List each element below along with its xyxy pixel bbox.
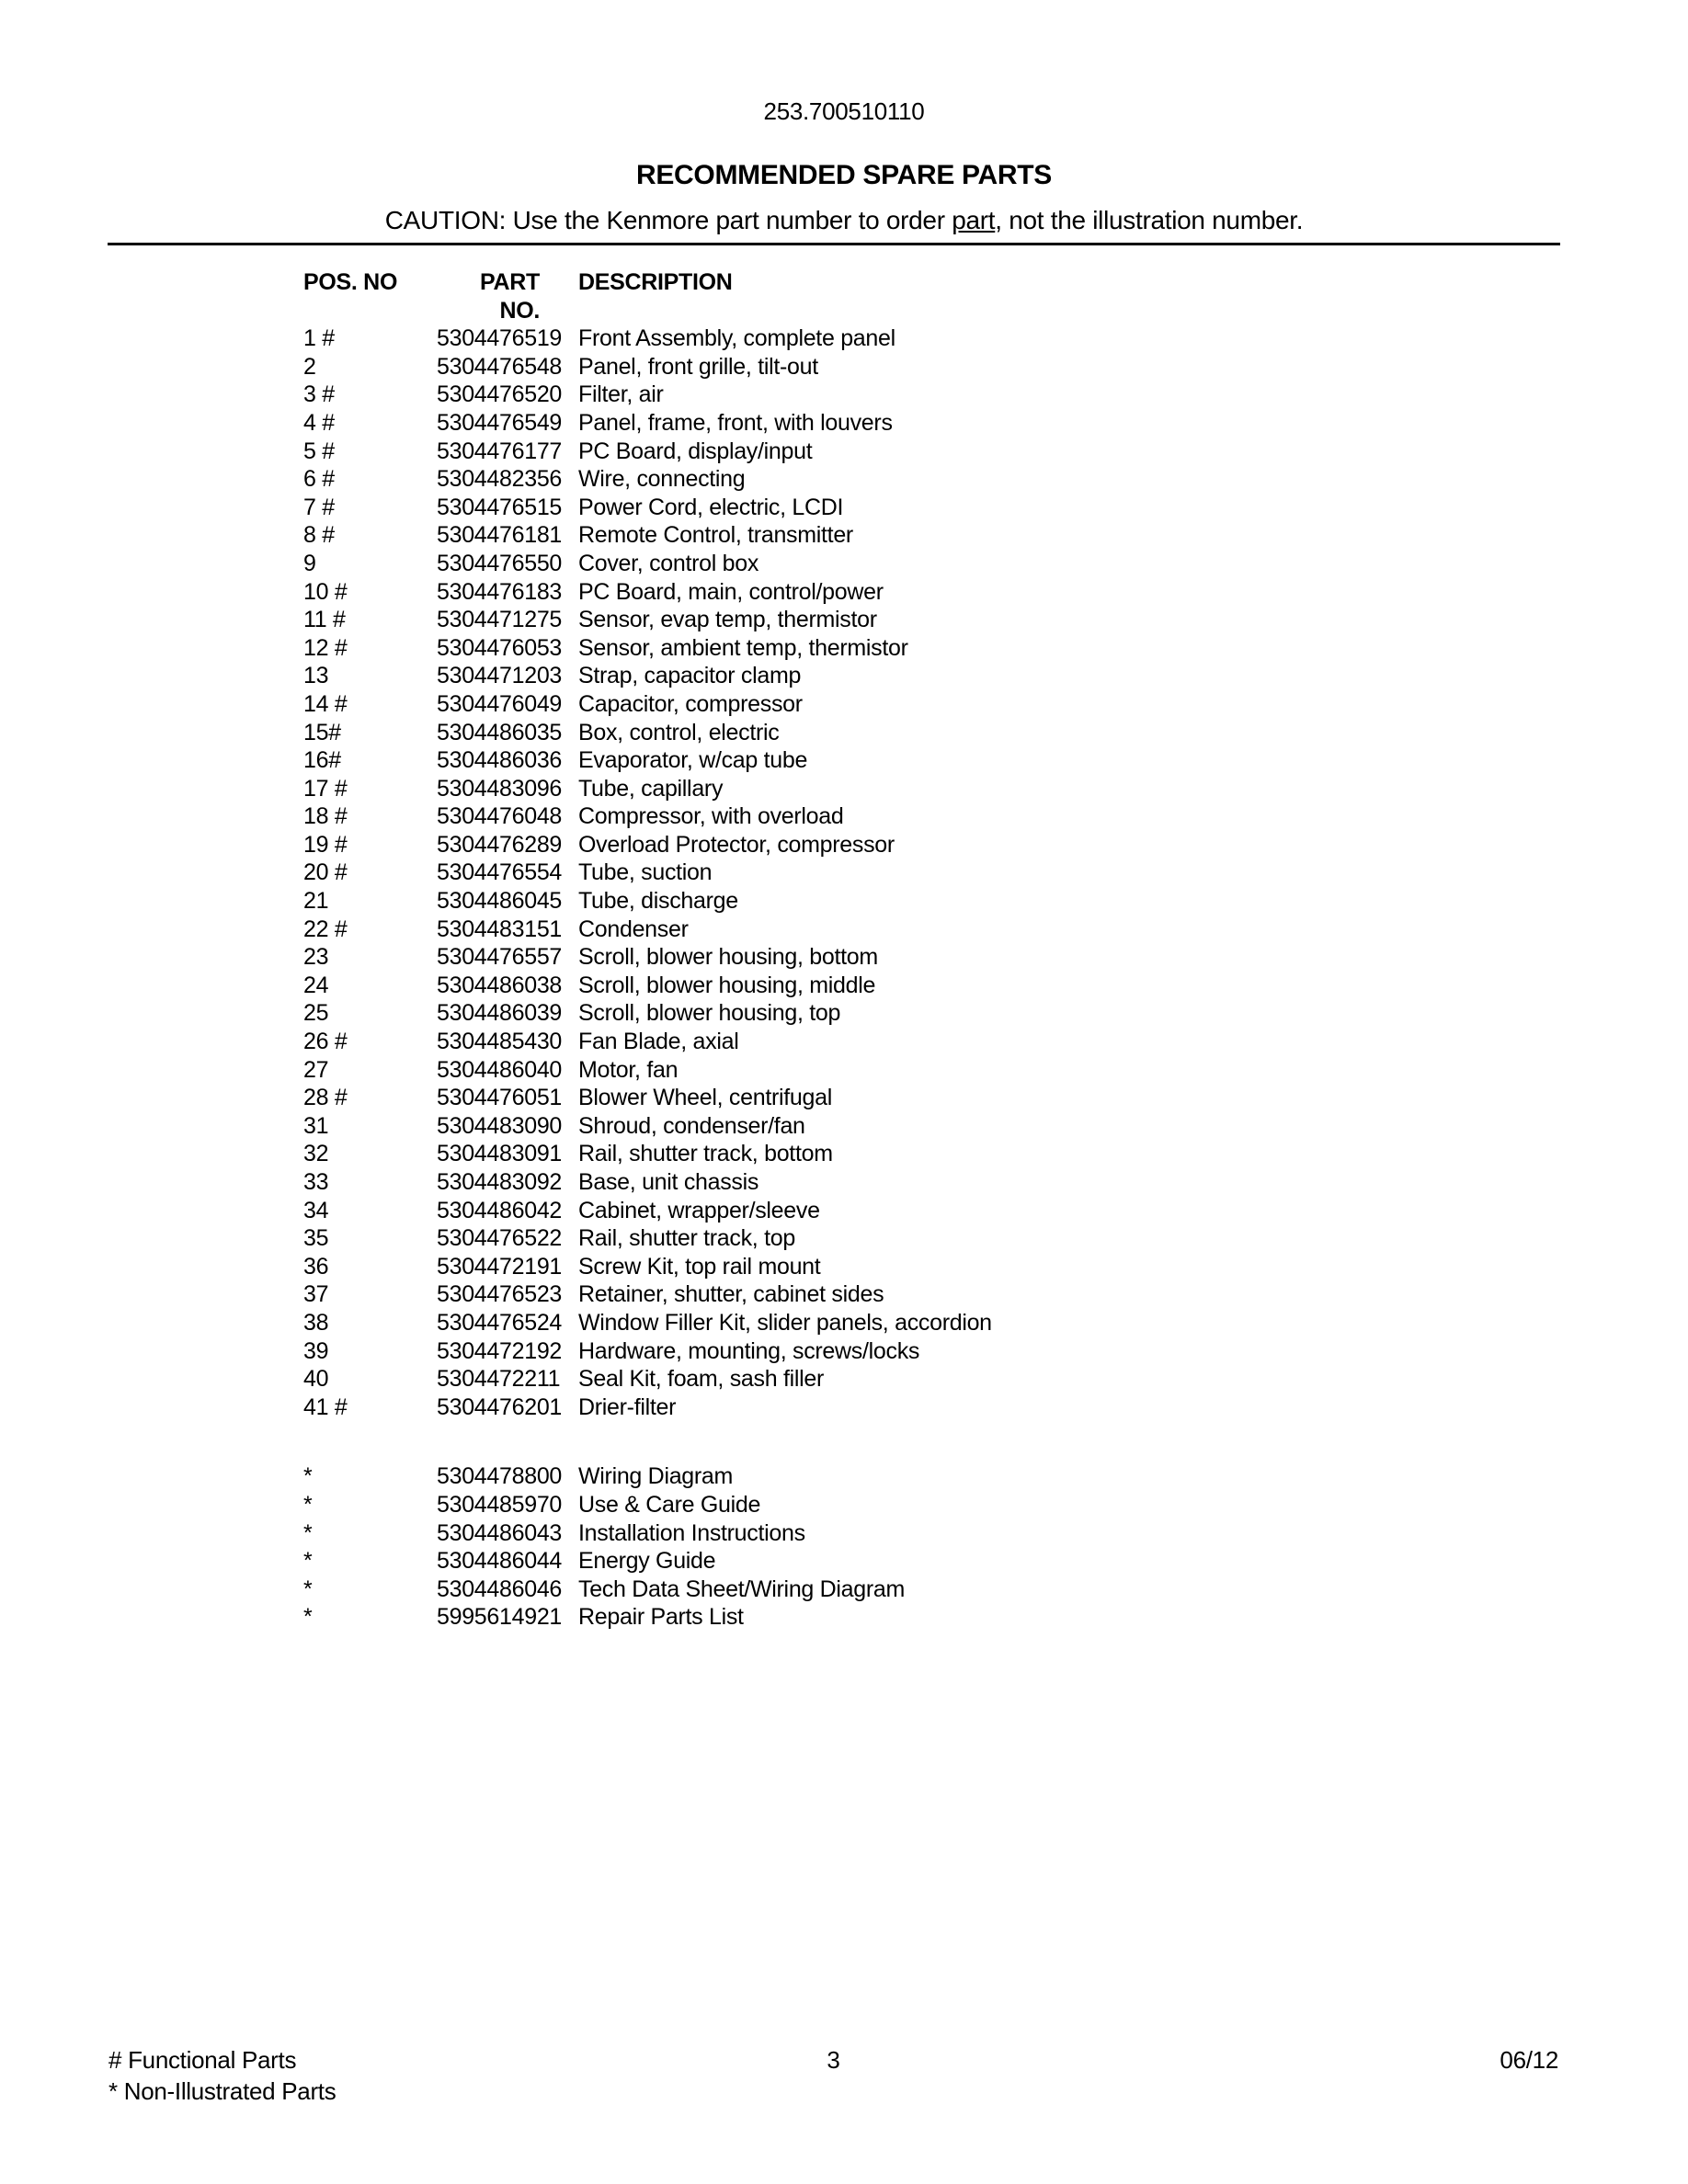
part-no-cell: 5304476201 xyxy=(437,1393,563,1420)
part-no-cell: 5304485970 xyxy=(437,1491,563,1518)
pos-no-cell: * xyxy=(303,1463,313,1490)
table-row xyxy=(303,634,992,663)
description-cell: Compressor, with overload xyxy=(578,803,844,830)
part-no-cell: 5304476523 xyxy=(437,1281,563,1308)
description-cell: Scroll, blower housing, bottom xyxy=(578,944,878,971)
pos-no-cell: 37 xyxy=(303,1281,329,1308)
table-row xyxy=(303,1084,992,1112)
part-no-cell: 5304476289 xyxy=(437,831,563,858)
table-row xyxy=(303,1393,992,1422)
table-header-row xyxy=(303,268,992,324)
part-no-cell: 5304483091 xyxy=(437,1141,563,1167)
table-row xyxy=(303,353,992,381)
pos-no-cell: * xyxy=(303,1604,313,1631)
table-row xyxy=(303,1575,992,1604)
table-row xyxy=(303,831,992,859)
description-cell: PC Board, display/input xyxy=(578,438,813,464)
revision-date: 06/12 xyxy=(1500,2046,1558,2074)
description-cell: PC Board, main, control/power xyxy=(578,578,884,605)
part-no-cell: 5304486038 xyxy=(437,972,563,998)
part-no-cell: 5304478800 xyxy=(437,1463,563,1490)
pos-no-cell: 16# xyxy=(303,747,341,774)
pos-no-cell: 38 xyxy=(303,1309,329,1336)
page-number: 3 xyxy=(827,2046,840,2074)
functional-parts-note: # Functional Parts xyxy=(108,2046,297,2074)
part-no-cell: 5304476557 xyxy=(437,944,563,971)
table-row xyxy=(303,859,992,887)
caution-note xyxy=(0,206,1688,235)
description-cell: Overload Protector, compressor xyxy=(578,831,895,858)
pos-no-cell: * xyxy=(303,1575,313,1602)
table-row xyxy=(303,1337,992,1366)
table-row xyxy=(303,662,992,690)
table-row xyxy=(303,1603,992,1632)
description-cell: Motor, fan xyxy=(578,1056,679,1083)
pos-no-cell: 25 xyxy=(303,1000,329,1027)
table-row xyxy=(303,1224,992,1253)
table-row xyxy=(303,465,992,494)
part-no-cell: 5304485430 xyxy=(437,1029,563,1055)
description-cell: Tube, capillary xyxy=(578,775,724,802)
pos-no-cell: 34 xyxy=(303,1197,329,1223)
description-cell: Hardware, mounting, screws/locks xyxy=(578,1337,920,1364)
table-row xyxy=(303,719,992,747)
table-row xyxy=(303,494,992,522)
column-header-part-no: PART NO. xyxy=(480,269,546,324)
table-section-gap xyxy=(303,1421,992,1462)
part-no-cell: 5304476051 xyxy=(437,1085,563,1111)
table-row xyxy=(303,916,992,944)
column-header-description: DESCRIPTION xyxy=(578,269,733,295)
table-row xyxy=(303,775,992,803)
part-no-cell: 5304476049 xyxy=(437,690,563,717)
part-no-cell: 5304476524 xyxy=(437,1309,563,1336)
table-row xyxy=(303,746,992,775)
pos-no-cell: 36 xyxy=(303,1253,329,1280)
pos-no-cell: 33 xyxy=(303,1169,329,1195)
description-cell: Repair Parts List xyxy=(578,1604,744,1631)
part-no-cell: 5304486035 xyxy=(437,719,563,745)
description-cell: Strap, capacitor clamp xyxy=(578,663,802,689)
pos-no-cell: 5 # xyxy=(303,438,335,464)
pos-no-cell: 31 xyxy=(303,1112,329,1139)
description-cell: Condenser xyxy=(578,916,689,942)
caution-text-prefix: CAUTION: Use the Kenmore part number to order xyxy=(384,206,952,234)
pos-no-cell: 4 # xyxy=(303,409,335,436)
pos-no-cell: 40 xyxy=(303,1366,329,1393)
description-cell: Cabinet, wrapper/sleeve xyxy=(578,1197,820,1223)
pos-no-cell: 28 # xyxy=(303,1085,348,1111)
table-row xyxy=(303,1519,992,1548)
pos-no-cell: 23 xyxy=(303,944,329,971)
pos-no-cell: 1 # xyxy=(303,325,335,352)
table-row xyxy=(303,802,992,831)
description-cell: Capacitor, compressor xyxy=(578,690,803,717)
description-cell: Energy Guide xyxy=(578,1548,716,1575)
pos-no-cell: 27 xyxy=(303,1056,329,1083)
part-no-cell: 5304476519 xyxy=(437,325,563,352)
part-no-cell: 5304483151 xyxy=(437,916,563,942)
part-no-cell: 5304476520 xyxy=(437,381,563,408)
pos-no-cell: 22 # xyxy=(303,916,348,942)
part-no-cell: 5304476515 xyxy=(437,494,563,520)
part-no-cell: 5304476549 xyxy=(437,409,563,436)
table-row xyxy=(303,1056,992,1085)
pos-no-cell: 24 xyxy=(303,972,329,998)
pos-no-cell: 3 # xyxy=(303,381,335,408)
part-no-cell: 5304486043 xyxy=(437,1519,563,1546)
part-no-cell: 5304476183 xyxy=(437,578,563,605)
part-no-cell: 5304483090 xyxy=(437,1112,563,1139)
part-no-cell: 5304476554 xyxy=(437,859,563,886)
table-row xyxy=(303,1365,992,1393)
pos-no-cell: 39 xyxy=(303,1337,329,1364)
pos-no-cell: 14 # xyxy=(303,690,348,717)
pos-no-cell: 2 xyxy=(303,353,316,380)
table-row xyxy=(303,999,992,1028)
description-cell: Filter, air xyxy=(578,381,664,408)
description-cell: Drier-filter xyxy=(578,1393,677,1420)
description-cell: Installation Instructions xyxy=(578,1519,805,1546)
table-row xyxy=(303,606,992,634)
table-row xyxy=(303,1547,992,1575)
description-cell: Panel, frame, front, with louvers xyxy=(578,409,893,436)
part-no-cell: 5304476548 xyxy=(437,353,563,380)
part-no-cell: 5304472191 xyxy=(437,1253,563,1280)
pos-no-cell: 15# xyxy=(303,719,341,745)
table-row xyxy=(303,1168,992,1197)
part-no-cell: 5304471203 xyxy=(437,663,563,689)
part-no-cell: 5304486046 xyxy=(437,1575,563,1602)
description-cell: Front Assembly, complete panel xyxy=(578,325,895,352)
pos-no-cell: 19 # xyxy=(303,831,348,858)
part-no-cell: 5304476550 xyxy=(437,550,563,576)
description-cell: Scroll, blower housing, middle xyxy=(578,972,876,998)
description-cell: Seal Kit, foam, sash filler xyxy=(578,1366,825,1393)
pos-no-cell: 13 xyxy=(303,663,329,689)
table-row xyxy=(303,1112,992,1141)
table-row xyxy=(303,324,992,353)
table-row xyxy=(303,887,992,916)
description-cell: Scroll, blower housing, top xyxy=(578,1000,841,1027)
description-cell: Cover, control box xyxy=(578,550,759,576)
description-cell: Screw Kit, top rail mount xyxy=(578,1253,821,1280)
horizontal-divider xyxy=(108,243,1560,245)
table-row xyxy=(303,438,992,466)
table-row xyxy=(303,1140,992,1168)
table-row xyxy=(303,1253,992,1281)
part-no-cell: 5995614921 xyxy=(437,1604,563,1631)
table-row xyxy=(303,381,992,409)
description-cell: Fan Blade, axial xyxy=(578,1029,739,1055)
pos-no-cell: 11 # xyxy=(303,607,346,633)
part-no-cell: 5304472211 xyxy=(437,1366,561,1393)
pos-no-cell: 26 # xyxy=(303,1029,348,1055)
description-cell: Rail, shutter track, bottom xyxy=(578,1141,833,1167)
table-row xyxy=(303,1309,992,1337)
column-header-pos-no: POS. NO xyxy=(303,269,398,295)
table-row xyxy=(303,1491,992,1519)
description-cell: Box, control, electric xyxy=(578,719,780,745)
part-no-cell: 5304486044 xyxy=(437,1548,563,1575)
pos-no-cell: * xyxy=(303,1548,313,1575)
description-cell: Sensor, ambient temp, thermistor xyxy=(578,634,908,661)
pos-no-cell: * xyxy=(303,1491,313,1518)
description-cell: Tech Data Sheet/Wiring Diagram xyxy=(578,1575,906,1602)
caution-text-suffix: , not the illustration number. xyxy=(995,206,1304,234)
table-row xyxy=(303,1280,992,1309)
non-illustrated-parts-note: * Non-Illustrated Parts xyxy=(108,2077,336,2105)
description-cell: Tube, suction xyxy=(578,859,713,886)
part-no-cell: 5304476177 xyxy=(437,438,563,464)
part-no-cell: 5304486045 xyxy=(437,888,563,915)
parts-table xyxy=(303,268,992,1632)
pos-no-cell: 41 # xyxy=(303,1393,348,1420)
part-no-cell: 5304486036 xyxy=(437,747,563,774)
table-row xyxy=(303,1462,992,1491)
pos-no-cell: 8 # xyxy=(303,522,335,549)
table-row xyxy=(303,1028,992,1056)
description-cell: Base, unit chassis xyxy=(578,1169,759,1195)
description-cell: Evaporator, w/cap tube xyxy=(578,747,808,774)
description-cell: Panel, front grille, tilt-out xyxy=(578,353,818,380)
part-no-cell: 5304472192 xyxy=(437,1337,563,1364)
part-no-cell: 5304476522 xyxy=(437,1225,563,1252)
description-cell: Sensor, evap temp, thermistor xyxy=(578,607,877,633)
part-no-cell: 5304486040 xyxy=(437,1056,563,1083)
part-no-cell: 5304476053 xyxy=(437,634,563,661)
page-title: RECOMMENDED SPARE PARTS xyxy=(635,160,1053,190)
description-cell: Retainer, shutter, cabinet sides xyxy=(578,1281,884,1308)
part-no-cell: 5304486039 xyxy=(437,1000,563,1027)
table-row xyxy=(303,550,992,578)
caution-underlined-word: part xyxy=(952,206,996,234)
pos-no-cell: 17 # xyxy=(303,775,348,802)
description-cell: Wire, connecting xyxy=(578,466,746,493)
description-cell: Use & Care Guide xyxy=(578,1491,761,1518)
table-row xyxy=(303,1197,992,1225)
pos-no-cell: 21 xyxy=(303,888,329,915)
table-row xyxy=(303,690,992,719)
pos-no-cell: 32 xyxy=(303,1141,329,1167)
description-cell: Rail, shutter track, top xyxy=(578,1225,795,1252)
pos-no-cell: 35 xyxy=(303,1225,329,1252)
description-cell: Shroud, condenser/fan xyxy=(578,1112,805,1139)
description-cell: Window Filler Kit, slider panels, accordion xyxy=(578,1309,992,1336)
description-cell: Wiring Diagram xyxy=(578,1463,734,1490)
model-number: 253.700510110 xyxy=(763,97,925,125)
part-no-cell: 5304476181 xyxy=(437,522,563,549)
description-cell: Power Cord, electric, LCDI xyxy=(578,494,844,520)
pos-no-cell: 20 # xyxy=(303,859,348,886)
part-no-cell: 5304483092 xyxy=(437,1169,563,1195)
table-row xyxy=(303,943,992,972)
part-no-cell: 5304483096 xyxy=(437,775,563,802)
description-cell: Tube, discharge xyxy=(578,888,738,915)
pos-no-cell: 7 # xyxy=(303,494,335,520)
part-no-cell: 5304476048 xyxy=(437,803,563,830)
pos-no-cell: 18 # xyxy=(303,803,348,830)
part-no-cell: 5304486042 xyxy=(437,1197,563,1223)
pos-no-cell: * xyxy=(303,1519,313,1546)
table-row xyxy=(303,521,992,550)
description-cell: Remote Control, transmitter xyxy=(578,522,853,549)
pos-no-cell: 10 # xyxy=(303,578,348,605)
table-row xyxy=(303,972,992,1000)
table-row xyxy=(303,409,992,438)
table-row xyxy=(303,578,992,607)
table-body-non-illustrated xyxy=(303,1462,992,1632)
description-cell: Blower Wheel, centrifugal xyxy=(578,1085,832,1111)
pos-no-cell: 6 # xyxy=(303,466,335,493)
part-no-cell: 5304482356 xyxy=(437,466,563,493)
pos-no-cell: 12 # xyxy=(303,634,348,661)
pos-no-cell: 9 xyxy=(303,550,316,576)
table-body-main xyxy=(303,324,992,1421)
part-no-cell: 5304471275 xyxy=(437,607,563,633)
